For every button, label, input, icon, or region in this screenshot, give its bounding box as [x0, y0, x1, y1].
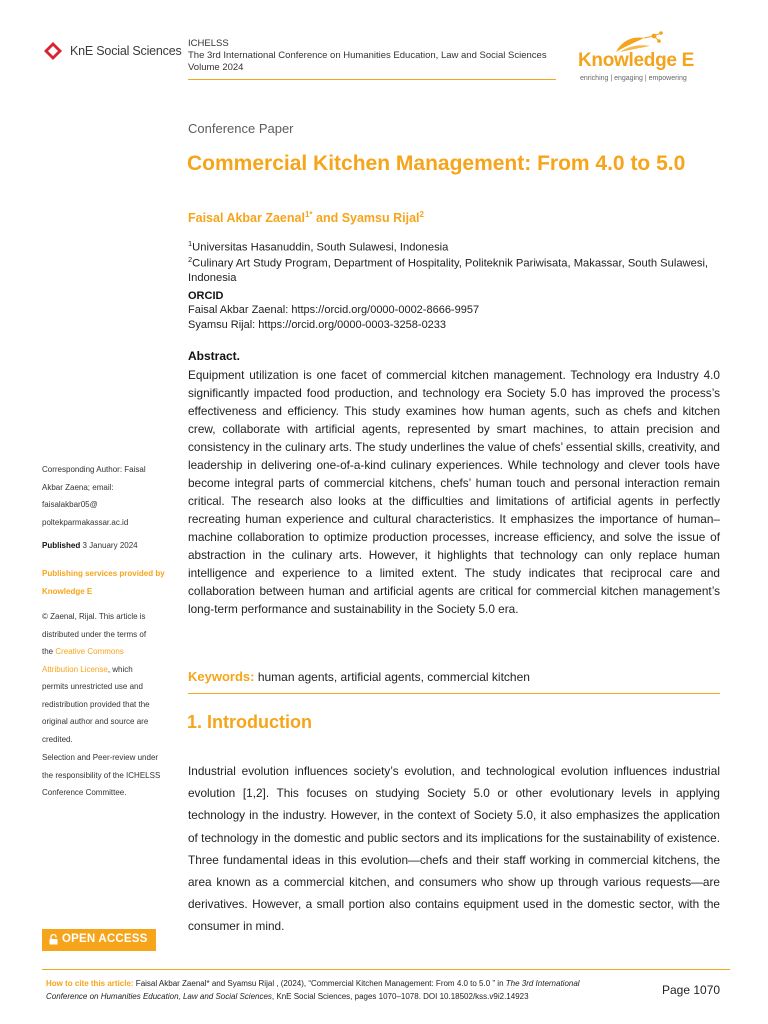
pub-line: Knowledge E	[42, 586, 93, 596]
cite-italic: The 3rd International	[505, 979, 580, 988]
corr-email[interactable]: poltekparmakassar.ac.id	[42, 517, 129, 527]
header-divider	[188, 79, 556, 80]
kne-logo-icon	[42, 40, 64, 62]
review-line: Selection and Peer-review under	[42, 753, 159, 762]
open-access-label: OPEN ACCESS	[62, 933, 148, 945]
published-value: 3 January 2024	[80, 541, 138, 550]
license-line	[42, 643, 177, 661]
abstract-heading: Abstract.	[188, 349, 241, 363]
section-heading-introduction: 1. Introduction	[187, 712, 312, 732]
corresponding-author	[42, 461, 177, 531]
corr-email[interactable]: faisalakbar05@	[42, 500, 98, 509]
corr-line: Corresponding Author: Faisal	[42, 465, 146, 474]
abstract-text: Equipment utilization is one facet of commercial kitchen management. Technology era Industry 4.0 significantly impacted food production, and technology era Society 5.0 has improved the process’s effectiveness and efficiency. This study examines how human agents, such as chefs and kitchen crew, collaborate with artificial agents, represented by smart machines, to attain precision and consistency in the culinary arts. The study underlines the value of chefs’ essential skills, creativity, and leadership in delivering one-of-a-kind culinary experiences. While technology and clever tools have become integral parts of commercial kitchens, chefs’ human touch and personal interaction remain critical. The research also looks at the difficulties and limitations of artificial agents in perfectly recreating human experience and cultural characteristics. It emphasizes the importance of human–machine collaboration to optimize production processes, increase efficiency, and solve the issue of abstraction in the culinary arts. However, it highlights that technology can only replace human intelligence and experience to a limited extent. The study indicates that reciprocal care and collaboration between human and artificial agents are critical for commercial kitchen management’s long-term performance and sustainability in the Society 5.0 era.	[188, 368, 720, 616]
affiliation-1-text: Universitas Hasanuddin, South Sulawesi, Indonesia	[192, 241, 449, 254]
volume: Volume 2024	[188, 62, 244, 74]
license-line: credited.	[42, 734, 73, 744]
license-statement	[42, 608, 177, 748]
license-link[interactable]: Attribution License	[42, 664, 108, 674]
license-text: the	[42, 647, 56, 656]
brand-name: Knowledge E	[578, 50, 694, 71]
author-list	[188, 210, 424, 225]
conference-full: The 3rd International Conference on Humanities Education, Law and Social Sciences	[188, 50, 547, 62]
license-line: original author and source are	[42, 717, 149, 726]
keywords-list: human agents, artificial agents, commercial kitchen	[257, 670, 530, 684]
orcid-link-1[interactable]: Faisal Akbar Zaenal: https://orcid.org/0000-0002-8666-9957	[188, 304, 480, 316]
author-2-mark: 2	[419, 210, 424, 219]
keywords-label: Keywords:	[188, 669, 255, 684]
brand-tagline: enriching | engaging | empowering	[580, 75, 687, 82]
footer-divider	[42, 969, 730, 970]
review-line: Conference Committee.	[42, 788, 127, 797]
affiliation-1-mark: 1	[188, 239, 193, 248]
conference-short: ICHELSS	[188, 38, 229, 49]
pub-line: Publishing services provided by	[42, 569, 165, 578]
citation	[46, 978, 666, 1003]
license-line: distributed under the terms of	[42, 629, 147, 639]
license-line: © Zaenal, Rijal. This article is	[42, 612, 146, 621]
license-text: , which	[107, 664, 133, 674]
corr-line: Akbar Zaena; email:	[42, 482, 114, 492]
open-access-badge	[42, 929, 156, 951]
license-line: permits unrestricted use and	[42, 682, 143, 691]
published-date	[42, 537, 177, 555]
published-label: Published	[42, 541, 81, 550]
license-line: redistribution provided that the	[42, 699, 150, 709]
cite-text: Faisal Akbar Zaenal* and Syamsu Rijal , (2024), “Commercial Kitchen Management: From 4.0 to 5.0 ” in	[133, 979, 506, 988]
knowledge-e-logo	[576, 30, 716, 90]
orcid-link-2[interactable]: Syamsu Rijal: https://orcid.org/0000-0003-3258-0233	[188, 319, 447, 331]
author-join: and	[312, 211, 342, 226]
cite-italic: Conference on Humanities Education, Law and Social Sciences	[46, 991, 272, 1001]
introduction-text: Industrial evolution influences society’s evolution, and technological evolution influences industrial evolution [1,2]. This focuses on studying Society 5.0 or other evolutionary levels in applying technology in the industry. However, in the context of Society 5.0, it also emphasizes the application of technology in the domestic and public sectors and its implications for the sustainability of existence. Three fundamental ideas in this evolution—chefs and their staff working in commercial kitchens, the area known as a commercial kitchen, and consumers who show up through various requests—are derivatives. However, a small portion also contains equipment used in the domestic sector, with the consumer in mind.	[188, 764, 720, 934]
author-1-mark: 1*	[304, 210, 313, 219]
publisher-name: KnE Social Sciences	[70, 44, 182, 58]
paper-title: Commercial Kitchen Management: From 4.0 to 5.0	[187, 152, 686, 175]
affiliation-2	[188, 253, 720, 286]
affiliation-2-text: Culinary Art Study Program, Department of Hospitality, Politeknik Pariwisata, Makassar, South Sulawesi, Indonesia	[188, 257, 709, 285]
keywords-divider	[188, 693, 720, 694]
peer-review-note	[42, 749, 177, 802]
orcid-heading: ORCID	[188, 290, 224, 302]
paper-type: Conference Paper	[188, 121, 294, 136]
license-link[interactable]: Creative Commons	[55, 647, 124, 656]
affiliation-2-mark: 2	[188, 255, 193, 264]
conference-info	[188, 38, 547, 75]
open-lock-icon	[49, 934, 58, 945]
cite-label: How to cite this article:	[46, 979, 134, 988]
page-number: Page 1070	[662, 983, 721, 997]
keywords	[188, 669, 530, 684]
license-line	[42, 661, 177, 679]
publishing-services	[42, 565, 177, 600]
author-2: Syamsu Rijal	[341, 211, 420, 226]
cite-text: , KnE Social Sciences, pages 1070–1078. DOI 10.18502/kss.v9i2.14923	[271, 991, 529, 1001]
author-1: Faisal Akbar Zaenal	[188, 211, 305, 226]
review-line: the responsibility of the ICHELSS	[42, 770, 161, 780]
